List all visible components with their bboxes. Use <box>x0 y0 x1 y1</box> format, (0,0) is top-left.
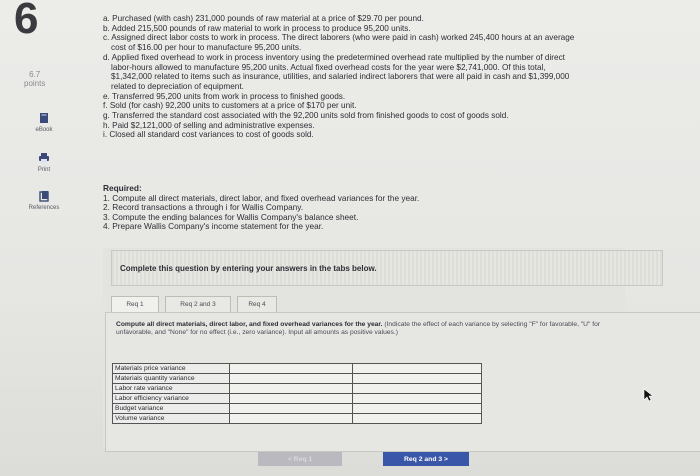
variance-effect-select[interactable] <box>353 374 482 384</box>
variance-amount-input[interactable] <box>230 384 353 394</box>
variance-effect-select[interactable] <box>353 384 482 394</box>
required-item: 4. Prepare Wallis Company's income statement for the year. <box>103 221 324 232</box>
required-item: 3. Compute the ending balances for Wallis Company's balance sheet. <box>103 211 359 222</box>
transaction-c-cont: cost of $16.00 per hour to manufacture 95,200 units. <box>111 43 302 53</box>
required-item: 2. Record transactions a through i for Wallis Company. <box>103 202 304 213</box>
transaction-d-cont3: related to depreciation of equipment. <box>111 81 244 91</box>
tab-req-2-and-3[interactable]: Req 2 and 3 <box>165 296 231 312</box>
required-heading: Required: <box>103 183 142 193</box>
variance-effect-select[interactable] <box>353 364 482 374</box>
table-row <box>113 414 482 424</box>
table-row <box>113 374 482 384</box>
required-item: 1. Compute all direct materials, direct labor, and fixed overhead variances for the year. <box>103 192 420 203</box>
table-row <box>113 404 482 414</box>
prompt-bold: Compute all direct materials, direct labor, and fixed overhead variances for the year. <box>116 321 383 328</box>
variance-amount-input[interactable] <box>230 404 353 414</box>
references-icon <box>38 190 50 202</box>
required-section <box>103 184 663 232</box>
transaction-d: d. Applied fixed overhead to work in process inventory using the predetermined overhead rate multiplied by the number of direct <box>103 52 565 62</box>
print-button[interactable] <box>14 152 74 173</box>
book-icon <box>38 112 50 124</box>
ebook-label: eBook <box>35 127 53 133</box>
next-req-button[interactable]: Req 2 and 3 > <box>383 452 469 466</box>
mouse-cursor-icon <box>643 388 653 402</box>
transaction-d-cont1: labor-hours allowed to manufacture 95,200 units. Actual fixed overhead costs for the year were $2,741,000. Of this total, <box>111 62 546 72</box>
printer-icon <box>38 152 50 164</box>
references-button[interactable] <box>14 190 74 211</box>
transaction-h: h. Paid $2,121,000 of selling and administrative expenses. <box>103 120 315 130</box>
instructions-text: Complete this question by entering your answers in the tabs below. <box>120 264 377 273</box>
variance-label: Materials quantity variance <box>113 374 230 384</box>
problem-text <box>103 14 663 140</box>
transaction-e: e. Transferred 95,200 units from work in process to finished goods. <box>103 91 346 101</box>
answer-panel <box>103 248 625 448</box>
variance-amount-input[interactable] <box>230 374 353 384</box>
variance-effect-select[interactable] <box>353 394 482 404</box>
transaction-d-cont2: $1,342,000 related to items such as insurance, utilities, and salaried indirect laborers that were all paid in cash and $1,399,000 <box>111 72 570 82</box>
transaction-c: c. Assigned direct labor costs to work in process. The direct laborers (who were paid in cash) worked 245,400 hours at an average <box>103 33 575 43</box>
req-1-content <box>105 312 700 452</box>
variance-label: Labor rate variance <box>113 384 230 394</box>
points-label: points <box>24 79 46 88</box>
points-indicator <box>24 70 45 88</box>
transaction-g: g. Transferred the standard cost associated with the 92,200 units sold from finished goods to cost of goods sold. <box>103 111 509 121</box>
transaction-f: f. Sold (for cash) 92,200 units to customers at a price of $170 per unit. <box>103 101 357 111</box>
question-number: 6 <box>14 0 39 43</box>
variance-label: Budget variance <box>113 404 230 414</box>
variance-effect-select[interactable] <box>353 414 482 424</box>
instructions-box <box>111 250 663 286</box>
prompt-instructions: (Indicate the effect of each variance by selecting "F" for favorable, "U" for unfavorable, and "None" for no effect (i.e., zero variance). Input all amounts as positive values.) <box>116 321 601 337</box>
variance-label: Materials price variance <box>113 364 230 374</box>
variance-amount-input[interactable] <box>230 394 353 404</box>
variance-label: Volume variance <box>113 414 230 424</box>
print-label: Print <box>37 167 51 173</box>
prev-req-button[interactable]: < Req 1 <box>258 452 342 466</box>
table-row <box>113 364 482 374</box>
transaction-i: i. Closed all standard cost variances to cost of goods sold. <box>103 130 314 140</box>
table-row <box>113 394 482 404</box>
transaction-b: b. Added 215,500 pounds of raw material to work in process to produce 95,200 units. <box>103 23 411 33</box>
variance-label: Labor efficiency variance <box>113 394 230 404</box>
table-row <box>113 384 482 394</box>
points-value: 6.7 <box>29 70 41 79</box>
variance-effect-select[interactable] <box>353 404 482 414</box>
ebook-button[interactable] <box>14 112 74 133</box>
req-1-prompt <box>116 321 606 337</box>
references-label: References <box>28 205 60 211</box>
transaction-a: a. Purchased (with cash) 231,000 pounds of raw material at a price of $29.70 per pound. <box>103 14 424 23</box>
variance-amount-input[interactable] <box>230 414 353 424</box>
variance-amount-input[interactable] <box>230 364 353 374</box>
tab-req-1[interactable]: Req 1 <box>111 296 159 312</box>
tab-req-4[interactable]: Req 4 <box>237 296 277 312</box>
variance-table <box>112 363 482 424</box>
